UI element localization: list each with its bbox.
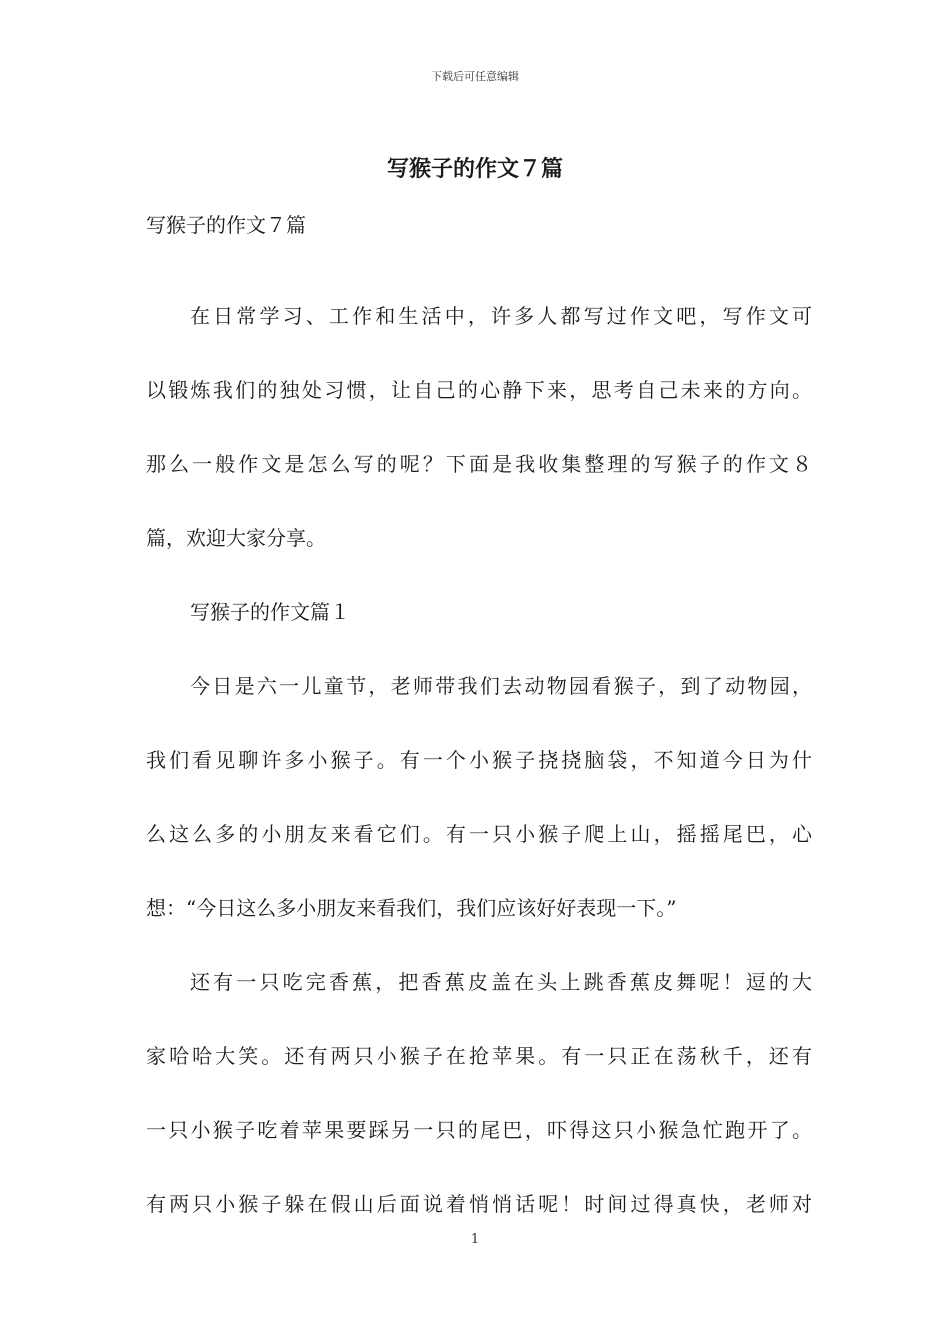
paragraph-line: 有两只小猴子躲在假山后面说着悄悄话呢！时间过得真快，老师对 bbox=[146, 1192, 812, 1216]
header-note: 下载后可任意编辑 bbox=[431, 70, 519, 83]
paragraph bbox=[146, 945, 812, 1241]
paragraph-line: 那么一般作文是怎么写的呢？下面是我收集整理的写猴子的作文８ bbox=[146, 452, 812, 476]
document-title: 写猴子的作文７篇 bbox=[386, 157, 563, 182]
paragraph-line: 想：“今日这么多小朋友来看我们，我们应该好好表现一下。” bbox=[146, 896, 677, 920]
paragraph-line: 一只小猴子吃着苹果要踩另一只的尾巴，吓得这只小猴急忙跑开了。 bbox=[146, 1118, 812, 1142]
paragraph bbox=[146, 649, 812, 945]
paragraph-line: 写猴子的作文篇１ bbox=[190, 600, 350, 624]
document-body bbox=[146, 205, 812, 1241]
paragraph-line: 今日是六一儿童节，老师带我们去动物园看猴子，到了动物园， bbox=[190, 674, 812, 698]
section-heading bbox=[146, 575, 812, 649]
document-subtitle: 写猴子的作文７篇 bbox=[146, 213, 306, 237]
paragraph bbox=[146, 279, 812, 575]
paragraph-line: 么这么多的小朋友来看它们。有一只小猴子爬上山，摇摇尾巴，心 bbox=[146, 822, 812, 846]
paragraph-line: 在日常学习、工作和生活中，许多人都写过作文吧，写作文可 bbox=[190, 304, 812, 328]
paragraph-line: 还有一只吃完香蕉，把香蕉皮盖在头上跳香蕉皮舞呢！逗的大 bbox=[190, 970, 812, 994]
paragraph-line: 篇，欢迎大家分享。 bbox=[146, 526, 326, 550]
paragraph-line: 我们看见聊许多小猴子。有一个小猴子挠挠脑袋，不知道今日为什 bbox=[146, 748, 812, 772]
paragraph-line: 家哈哈大笑。还有两只小猴子在抢苹果。有一只正在荡秋千，还有 bbox=[146, 1044, 812, 1068]
paragraph-line: 以锻炼我们的独处习惯，让自己的心静下来，思考自己未来的方向。 bbox=[146, 378, 812, 402]
page-number: 1 bbox=[470, 1232, 480, 1247]
